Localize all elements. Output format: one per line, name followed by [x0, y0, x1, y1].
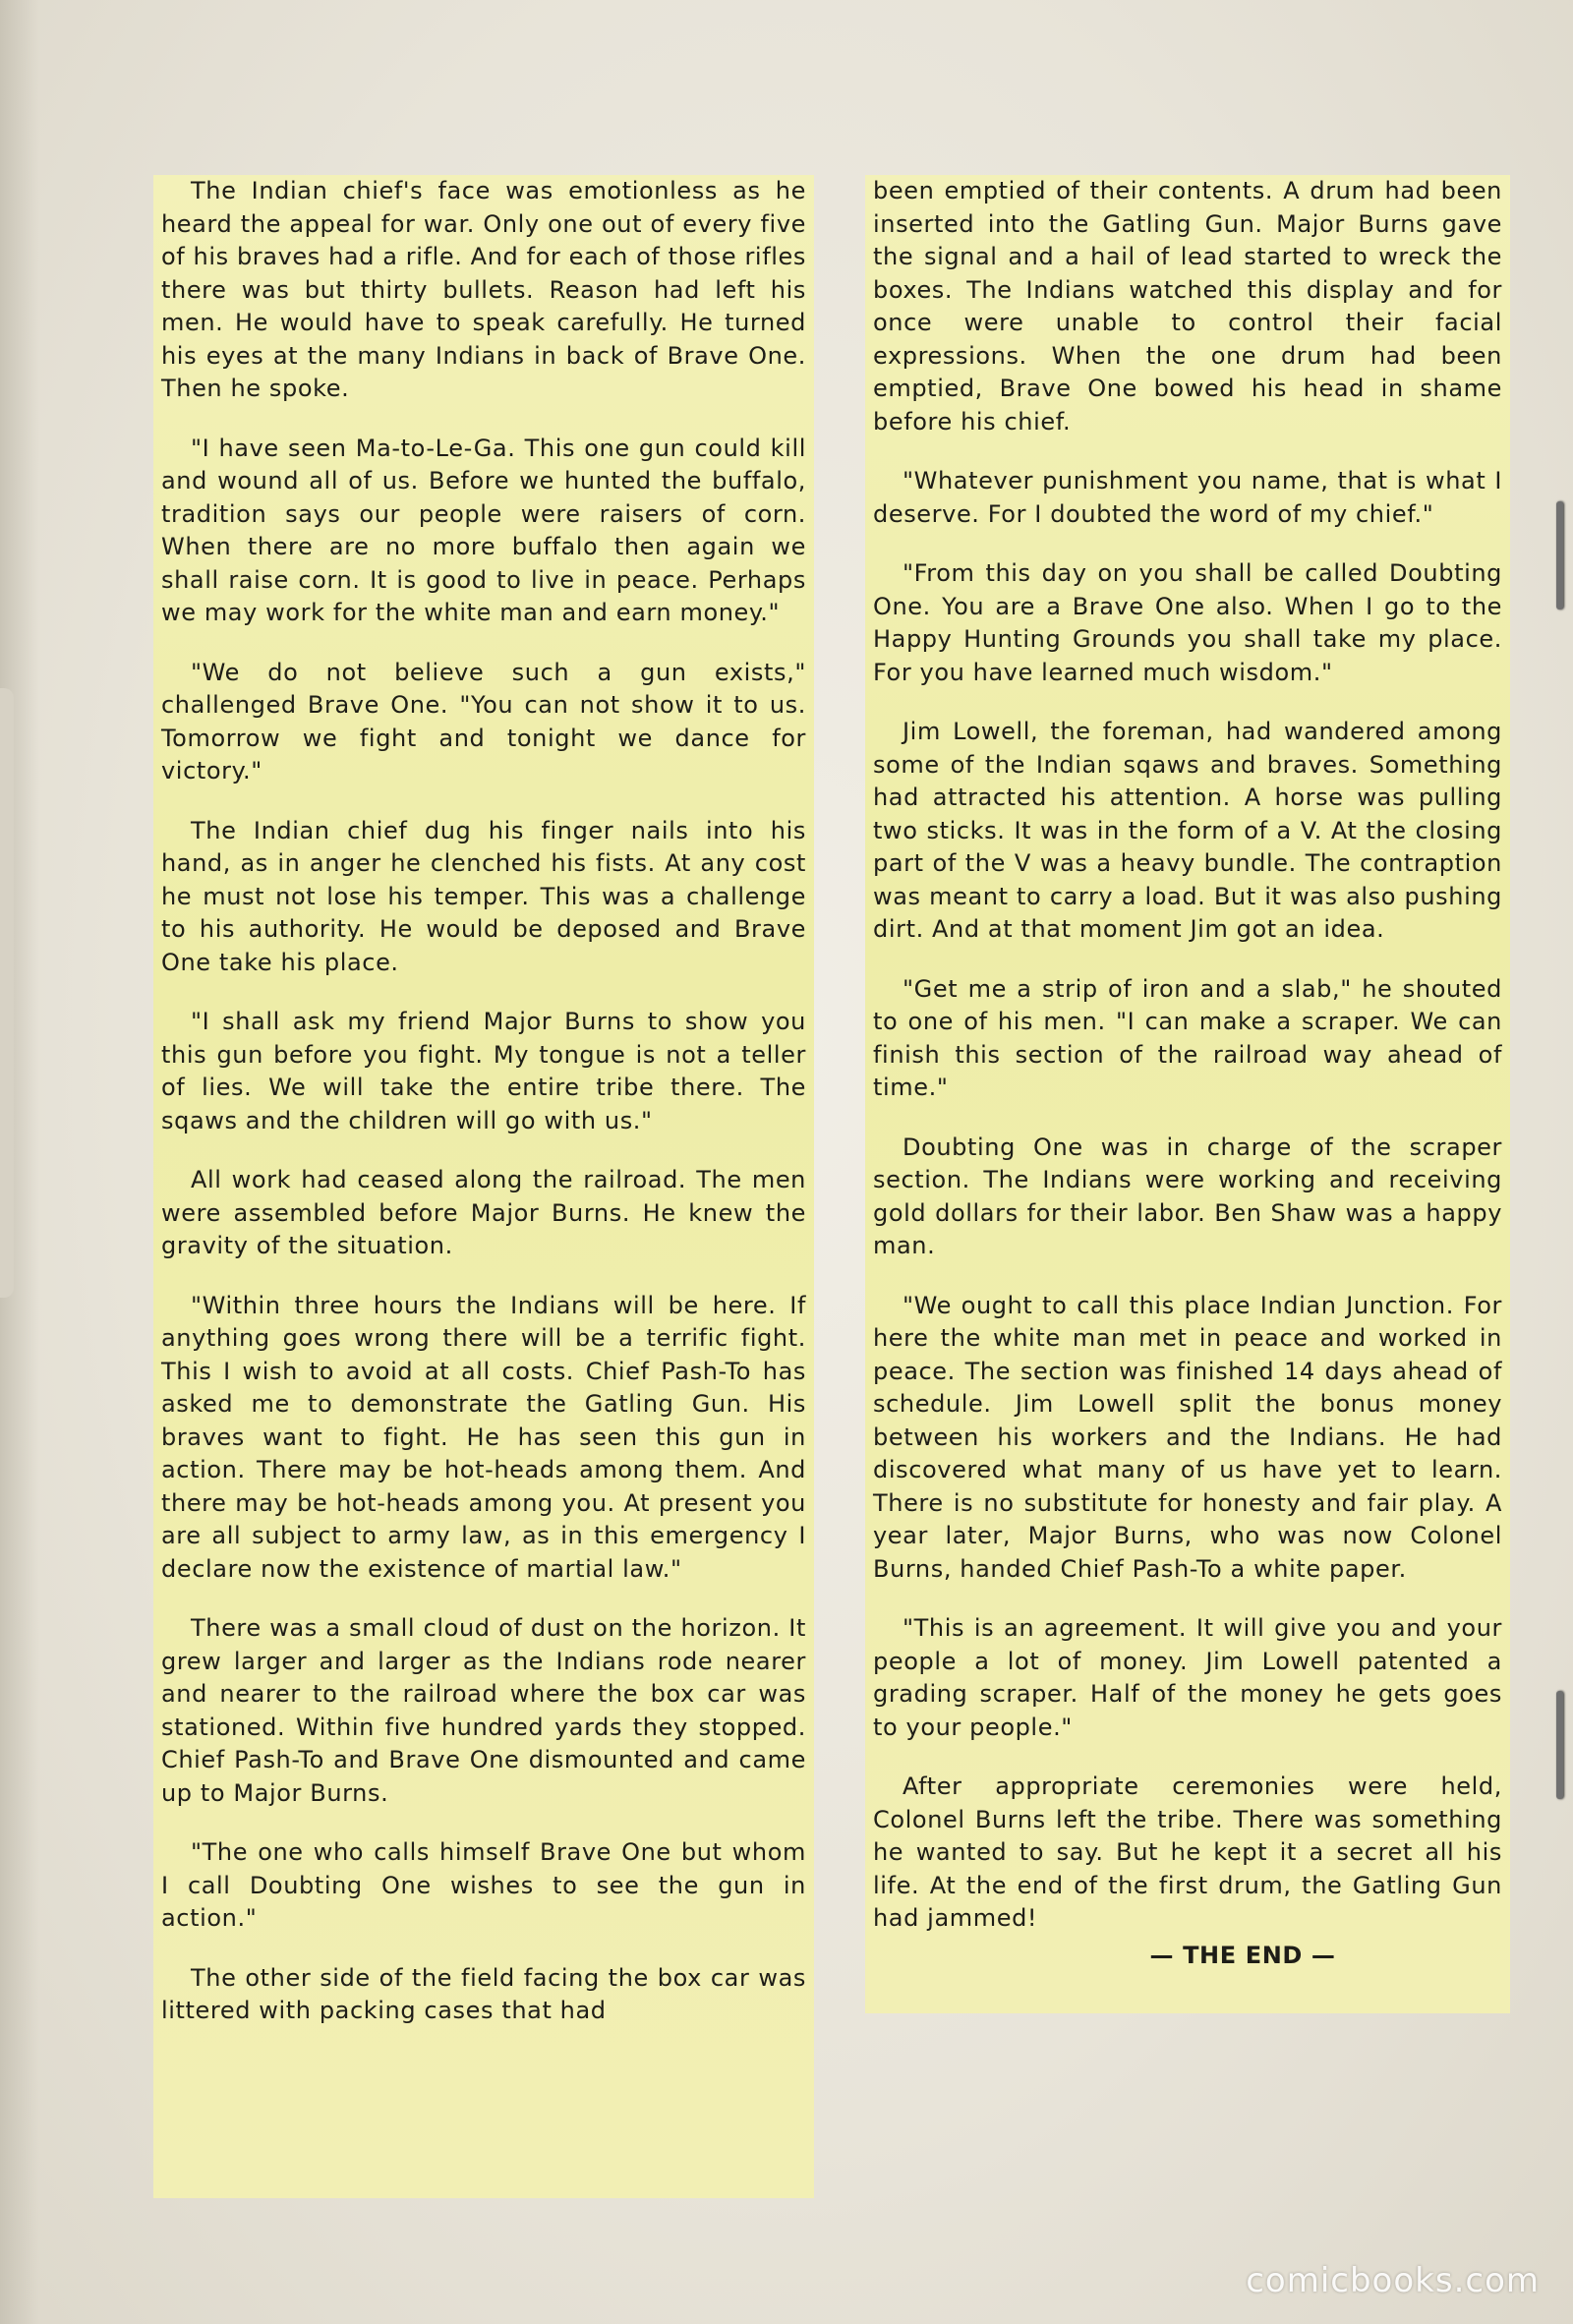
paragraph: The Indian chief's face was emotionless as he heard the appeal for war. Only one out of every five of his braves had a rifle. And for each of those rifles there was but thirty bullets. Reason had left his men. He would have to speak carefully. He turned his eyes at the many Indians in back of Brave One. Then he spoke. — [161, 177, 806, 402]
staple-bottom — [1556, 1691, 1563, 1799]
paragraph: After appropriate ceremonies were held, Colonel Burns left the tribe. There was something he wanted to say. But he kept it a secret all his life. At the end of the first drum, the Gatling Gun had jammed! — [873, 1772, 1502, 1932]
left-text-column — [153, 175, 814, 2198]
paragraph: Doubting One was in charge of the scraper section. The Indians were working and receiving gold dollars for their labor. Ben Shaw was a happy man. — [873, 1133, 1502, 1259]
paragraph: "I shall ask my friend Major Burns to show you this gun before you fight. My tongue is not a teller of lies. We will take the entire tribe there. The sqaws and the children will go with us." — [161, 1008, 806, 1134]
the-end-marker: — THE END — — [1149, 1941, 1336, 1969]
paragraph: "From this day on you shall be called Doubting One. You are a Brave One also. When I go to the Happy Hunting Grounds you shall take my place. For you have learned much wisdom." — [873, 559, 1502, 686]
paragraph: "This is an agreement. It will give you and your people a lot of money. Jim Lowell patented a grading scraper. Half of the money he gets goes to your people." — [873, 1614, 1502, 1741]
paragraph: The Indian chief dug his finger nails into his hand, as in anger he clenched his fists. At any cost he must not lose his temper. This was a challenge to his authority. He would be deposed and Brave One take his place. — [161, 816, 806, 976]
paragraph: been emptied of their contents. A drum had been inserted into the Gatling Gun. Major Burns gave the signal and a hail of lead started to wreck the boxes. The Indians watched this display and for once were unable to control their facial expressions. When the one drum had been emptied, Brave One bowed his head in shame before his chief. — [873, 177, 1502, 436]
paragraph: "We do not believe such a gun exists," challenged Brave One. "You can not show it to us. Tomorrow we fight and tonight we dance for victory." — [161, 658, 806, 784]
paragraph: The other side of the field facing the box car was littered with packing cases that had — [161, 1963, 806, 2024]
paragraph: "Whatever punishment you name, that is what I deserve. For I doubted the word of my chief." — [873, 467, 1502, 528]
watermark: comicbooks.com — [1246, 2261, 1540, 2300]
paragraph: "I have seen Ma-to-Le-Ga. This one gun could kill and wound all of us. Before we hunted the buffalo, tradition says our people were raisers of corn. When there are no more buffalo then again we shall raise corn. It is good to live in peace. Perhaps we may work for the white man and earn money." — [161, 434, 806, 626]
right-text-column — [865, 175, 1510, 2013]
paragraph: "Within three hours the Indians will be here. If anything goes wrong there will be a terrific fight. This I wish to avoid at all costs. Chief Pash-To has asked me to demonstrate the Gatling Gun. His braves want to fight. He has seen this gun in action. There may be hot-heads among them. And there may be hot-heads among you. At present you are all subject to army law, as in this emergency I declare now the existence of martial law." — [161, 1291, 806, 1583]
paragraph: Jim Lowell, the foreman, had wandered among some of the Indian sqaws and braves. Something had attracted his attention. A horse was pulling two sticks. It was in the form of a V. At the closing part of the V was a heavy bundle. The contraption was meant to carry a load. But it was also pushing dirt. And at that moment Jim got an idea. — [873, 718, 1502, 943]
paragraph: "We ought to call this place Indian Junction. For here the white man met in peace and worked in peace. The section was finished 14 days ahead of schedule. Jim Lowell split the bonus money between his workers and the Indians. He had discovered what many of us have yet to learn. There is no substitute for honesty and fair play. A year later, Major Burns, who was now Colonel Burns, handed Chief Pash-To a white paper. — [873, 1291, 1502, 1583]
paragraph: There was a small cloud of dust on the horizon. It grew larger and larger as the Indians rode nearer and nearer to the railroad where the box car was stationed. Within five hundred yards they stopped. Chief Pash-To and Brave One dismounted and came up to Major Burns. — [161, 1614, 806, 1807]
paragraph: "Get me a strip of iron and a slab," he shouted to one of his men. "I can make a scraper. We can finish this section of the railroad way ahead of time." — [873, 974, 1502, 1101]
page-notch — [0, 688, 14, 1298]
paragraph: All work had ceased along the railroad. The men were assembled before Major Burns. He knew the gravity of the situation. — [161, 1166, 806, 1259]
paragraph: "The one who calls himself Brave One but whom I call Doubting One wishes to see the gun in action." — [161, 1838, 806, 1932]
staple-top — [1556, 501, 1563, 610]
